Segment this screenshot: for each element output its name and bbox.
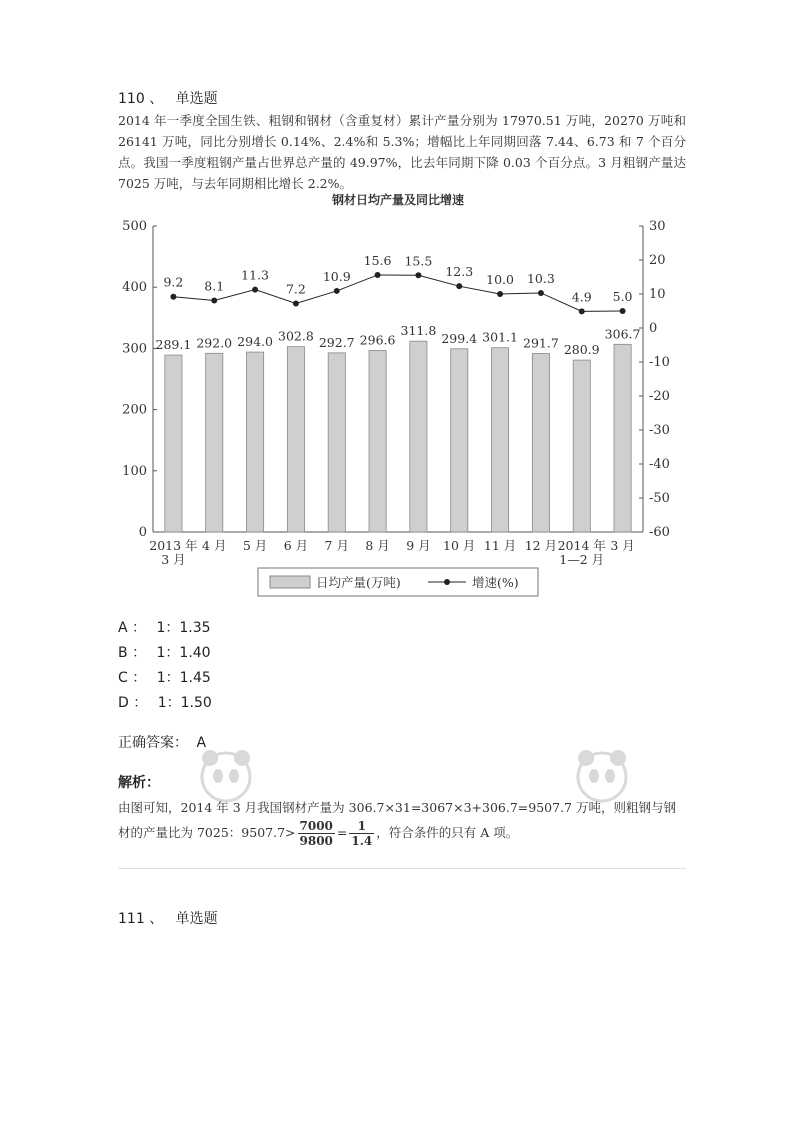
option-text: 1：1.35	[156, 620, 211, 636]
fraction-denominator: 9800	[299, 834, 333, 848]
fraction-1-1-4	[349, 819, 374, 848]
line-point	[375, 272, 381, 278]
bar	[410, 341, 427, 532]
right-tick-label: -30	[649, 423, 670, 438]
x-tick-label: 10 月	[443, 538, 476, 553]
analysis-text	[118, 797, 688, 848]
line-value-label: 11.3	[241, 267, 270, 283]
question-separator: 、	[149, 91, 164, 107]
bar	[165, 355, 182, 532]
x-tick-label: 12 月	[524, 538, 558, 553]
legend-bar-label: 日均产量(万吨)	[316, 575, 401, 590]
answer-label: 正确答案：	[118, 735, 188, 751]
left-tick-label: 400	[122, 280, 147, 296]
fraction-numerator: 7000	[299, 819, 333, 833]
line-point	[415, 272, 421, 278]
left-tick-label: 200	[122, 402, 147, 418]
bar-value-label: 291.7	[523, 335, 559, 351]
fraction-denominator: 1.4	[351, 834, 373, 848]
line-value-label: 5.0	[612, 289, 633, 304]
option-separator: ：	[132, 620, 147, 636]
bar-value-label: 280.9	[563, 342, 600, 358]
fraction-7000-9800	[298, 819, 335, 848]
option-d[interactable]	[118, 692, 212, 712]
chart-svg	[118, 190, 688, 610]
question-110-header	[118, 88, 218, 108]
right-tick-label: 30	[649, 219, 666, 234]
bar-value-label: 311.8	[400, 323, 437, 339]
question-type: 单选题	[175, 91, 218, 107]
option-text: 1：1.45	[156, 670, 211, 686]
option-b[interactable]	[118, 642, 211, 662]
right-tick-label: -10	[649, 355, 670, 370]
x-tick-label: 9 月	[406, 538, 431, 553]
line-point	[293, 301, 299, 307]
bar-value-label: 294.0	[237, 334, 273, 350]
option-letter: A	[118, 620, 128, 636]
line-value-label: 4.9	[571, 289, 592, 305]
right-tick-label: -20	[649, 389, 670, 404]
option-a[interactable]	[118, 617, 211, 637]
left-tick-label: 300	[122, 341, 147, 357]
legend-bar-swatch	[270, 576, 310, 588]
question-divider	[118, 868, 686, 869]
legend-line-marker	[444, 579, 450, 585]
option-separator: ：	[132, 670, 147, 686]
legend-line-label: 增速(%)	[472, 575, 519, 590]
line-value-label: 10.0	[486, 272, 515, 287]
option-separator: ：	[133, 695, 148, 711]
bar	[573, 360, 590, 532]
analysis-tail: ，符合条件的只有 A 项。	[376, 825, 519, 840]
answer-value: A	[196, 735, 207, 751]
chart-title: 钢材日均产量及同比增速	[331, 193, 465, 207]
line-value-label: 15.5	[404, 253, 433, 269]
bar-value-label: 289.1	[155, 337, 192, 353]
line-point	[497, 291, 503, 297]
right-tick-label: 0	[649, 321, 658, 336]
option-separator: ：	[132, 645, 147, 661]
x-tick-label: 2014 年	[557, 538, 606, 553]
bar-value-label: 301.1	[482, 329, 518, 345]
steel-chart	[118, 190, 688, 610]
option-letter: D	[118, 695, 129, 711]
line-value-label: 9.2	[163, 274, 184, 290]
bar	[451, 349, 468, 532]
bar	[369, 350, 386, 532]
line-value-label: 15.6	[363, 252, 392, 268]
x-tick-label: 7 月	[324, 538, 349, 553]
line-point	[252, 287, 258, 293]
line-point	[456, 283, 462, 289]
equals-sign: =	[336, 825, 348, 840]
x-tick-label: 5 月	[242, 538, 268, 553]
line-value-label: 12.3	[445, 264, 474, 280]
question-type: 单选题	[175, 911, 218, 927]
bar-value-label: 296.6	[359, 332, 396, 348]
option-text: 1：1.50	[157, 695, 212, 711]
line-point	[334, 288, 340, 294]
line-point	[538, 290, 544, 296]
line-value-label: 7.2	[285, 281, 306, 297]
question-stem: 2014 年一季度全国生铁、粗钢和钢材（含重复材）累计产量分别为 17970.51 万吨，20270 万吨和 26141 万吨，同比分别增长 0.14%、2.4%和 5.3%；增幅比上年同期回落 7.44、6.73 和 7 个百分点。我国一季度粗钢产量占世界总产量的 49.97%，比去年同期下降 0.03 个百分点。3 月粗钢产量达 7025 万吨，与去年同期相比增长 2.2%。	[118, 113, 686, 191]
right-tick-label: -50	[649, 491, 670, 506]
question-number: 111	[118, 911, 145, 927]
line-point	[620, 308, 626, 314]
bar	[206, 353, 223, 532]
left-tick-label: 0	[138, 525, 147, 540]
bar-value-label: 292.0	[196, 335, 233, 351]
question-number: 110	[118, 91, 145, 107]
bar-value-label: 299.4	[441, 330, 478, 346]
bar-value-label: 292.7	[318, 334, 355, 350]
bar	[287, 347, 304, 532]
question-separator: 、	[149, 911, 164, 927]
line-value-label: 8.1	[204, 278, 225, 294]
correct-answer	[118, 732, 206, 752]
right-tick-label: -40	[649, 457, 670, 472]
right-tick-label: 10	[649, 287, 666, 302]
x-tick-label: 6 月	[283, 538, 309, 553]
left-tick-label: 100	[122, 463, 147, 479]
option-c[interactable]	[118, 667, 211, 687]
option-text: 1：1.40	[156, 645, 211, 661]
bar	[492, 348, 509, 532]
option-letter: B	[118, 645, 128, 661]
line-point	[211, 297, 217, 303]
bar	[247, 352, 264, 532]
line-point	[170, 294, 176, 300]
option-letter: C	[118, 670, 128, 686]
line-value-label: 10.3	[526, 270, 555, 286]
bar	[328, 353, 345, 532]
x-tick-label: 3 月	[610, 538, 635, 553]
analysis-body: 由图可知，2014 年 3 月我国钢材产量为 306.7×31=3067×3+306.7=9507.7 万吨，则粗钢与钢材的产量比为 7025：9507.7>	[118, 800, 676, 840]
x-tick-label: 3 月	[161, 552, 186, 567]
bar	[614, 344, 631, 532]
left-tick-label: 500	[122, 219, 147, 234]
bar-value-label: 302.8	[278, 328, 314, 344]
bar-value-label: 306.7	[604, 326, 641, 342]
analysis-label: 解析：	[118, 775, 160, 791]
right-tick-label: -60	[649, 525, 670, 540]
line-value-label: 10.9	[322, 268, 351, 284]
bar	[532, 353, 549, 532]
line-point	[579, 308, 585, 314]
right-tick-label: 20	[649, 253, 666, 268]
x-tick-label: 8 月	[365, 538, 390, 553]
x-tick-label: 2013 年	[149, 538, 198, 553]
x-tick-label: 11 月	[483, 538, 517, 553]
fraction-numerator: 1	[349, 819, 374, 834]
x-tick-label: 4 月	[202, 538, 227, 553]
question-111-header	[118, 908, 218, 928]
x-tick-label: 1—2 月	[559, 552, 605, 567]
